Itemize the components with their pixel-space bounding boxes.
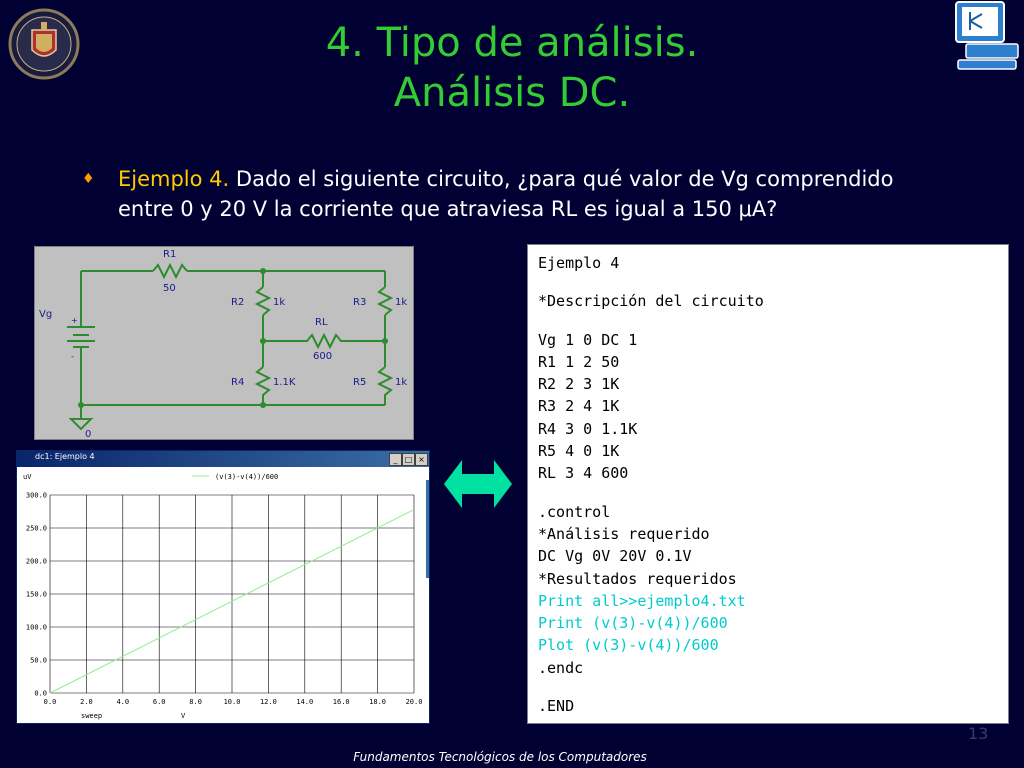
netlist-line: R1 1 2 50 — [538, 352, 620, 371]
bullet-diamond-icon: ♦ — [82, 171, 95, 187]
x-tick-label: 20.0 — [405, 698, 423, 706]
netlist-line: DC Vg 0V 20V 0.1V — [538, 547, 692, 566]
netlist-gap — [538, 679, 764, 695]
rl-value: 600 — [313, 351, 333, 362]
bullet-body-2: entre 0 y 20 V la corriente que atraviesa RL es igual a 150 μA? — [118, 197, 778, 221]
y-tick-label: 100.0 — [25, 623, 47, 632]
bullet-text — [118, 164, 968, 224]
x-tick-label: 6.0 — [152, 698, 166, 706]
x-tick-label: 12.0 — [259, 698, 277, 706]
netlist-line: *Resultados requeridos — [538, 569, 737, 588]
y-tick-label: 300.0 — [25, 491, 47, 500]
y-tick-label: 200.0 — [25, 557, 47, 566]
netlist-gap — [538, 485, 764, 501]
y-tick-label: 0.0 — [34, 689, 47, 698]
r1-value: 50 — [163, 283, 176, 294]
x-tick-label: 16.0 — [332, 698, 350, 706]
netlist-line: Print (v(3)-v(4))/600 — [538, 614, 728, 633]
v-label: V — [181, 712, 186, 720]
r2-label: R2 — [231, 297, 245, 308]
slide-footer: Fundamentos Tecnológicos de los Computadores — [353, 750, 647, 764]
plot-grid — [50, 495, 414, 693]
netlist-line: Ejemplo 4 — [538, 254, 620, 272]
double-arrow-icon — [444, 460, 512, 508]
vg-plus: + — [71, 316, 78, 325]
y-tick-label: 50.0 — [30, 656, 47, 665]
y-tick-label: 250.0 — [25, 524, 47, 533]
maximize-button[interactable]: □ — [402, 453, 415, 466]
x-tick-label: 0.0 — [43, 698, 57, 706]
bullet-label: Ejemplo 4. — [118, 167, 230, 191]
r2-value: 1k — [273, 297, 286, 308]
netlist-code — [527, 244, 1009, 724]
circuit-wires — [81, 265, 391, 419]
sweep-label: sweep — [81, 712, 103, 720]
plot-window-title: dc1: Ejemplo 4 — [35, 452, 95, 461]
netlist-line: R4 3 0 1.1K — [538, 419, 638, 438]
netlist-line: *Descripción del circuito — [538, 292, 764, 311]
ground-label: 0 — [85, 429, 92, 439]
plot-canvas — [17, 467, 429, 723]
netlist-line: R3 2 4 1K — [538, 397, 620, 416]
plot-window[interactable] — [16, 450, 430, 724]
r4-value: 1.1K — [273, 377, 296, 388]
minimize-button[interactable]: _ — [389, 453, 402, 466]
vg-minus: - — [71, 352, 74, 361]
ground-icon — [71, 419, 91, 429]
netlist-lines — [538, 252, 764, 717]
window-edge-strip — [426, 480, 429, 578]
plot-window-titlebar[interactable] — [17, 451, 429, 467]
r4-label: R4 — [231, 377, 245, 388]
vg-label: Vg — [39, 309, 53, 320]
netlist-line: .END — [538, 697, 575, 716]
x-tick-label: 18.0 — [369, 698, 387, 706]
netlist-line: Print all>>ejemplo4.txt — [538, 591, 746, 610]
r5-value: 1k — [395, 377, 408, 388]
netlist-line: R5 4 0 1K — [538, 442, 620, 461]
x-tick-label: 2.0 — [80, 698, 93, 706]
netlist-gap — [538, 313, 764, 329]
plot-ticks — [26, 492, 423, 707]
netlist-line: .endc — [538, 658, 584, 677]
r3-label: R3 — [353, 297, 367, 308]
netlist-gap — [538, 274, 764, 290]
legend-label: (v(3)-v(4))/600 — [215, 473, 279, 481]
circuit-schematic — [34, 246, 414, 440]
r5-label: R5 — [353, 377, 367, 388]
title-line-1: 4. Tipo de análisis. — [325, 20, 699, 66]
r3-value: 1k — [395, 297, 408, 308]
x-tick-label: 4.0 — [116, 698, 130, 706]
rl-label: RL — [315, 317, 328, 328]
netlist-line: RL 3 4 600 — [538, 464, 629, 483]
circuit-diagram — [35, 247, 413, 439]
netlist-line: Plot (v(3)-v(4))/600 — [538, 636, 719, 655]
title-line-2: Análisis DC. — [393, 70, 631, 116]
x-tick-label: 8.0 — [189, 698, 202, 706]
slide-title — [0, 18, 1024, 118]
vg-source-icon — [67, 327, 95, 347]
x-tick-label: 10.0 — [223, 698, 241, 706]
netlist-line: Vg 1 0 DC 1 — [538, 330, 638, 349]
plot-unit-label: uV — [23, 473, 32, 481]
bullet-body-1: Dado el siguiente circuito, ¿para qué valor de Vg comprendido — [235, 167, 894, 191]
netlist-line: .control — [538, 502, 611, 521]
netlist-line: *Análisis requerido — [538, 524, 710, 543]
r1-label: R1 — [163, 249, 177, 260]
page-number: 13 — [968, 724, 989, 743]
x-tick-label: 14.0 — [296, 698, 314, 706]
y-tick-label: 150.0 — [25, 590, 47, 599]
netlist-line: R2 2 3 1K — [538, 375, 620, 394]
close-button[interactable]: × — [415, 453, 428, 466]
